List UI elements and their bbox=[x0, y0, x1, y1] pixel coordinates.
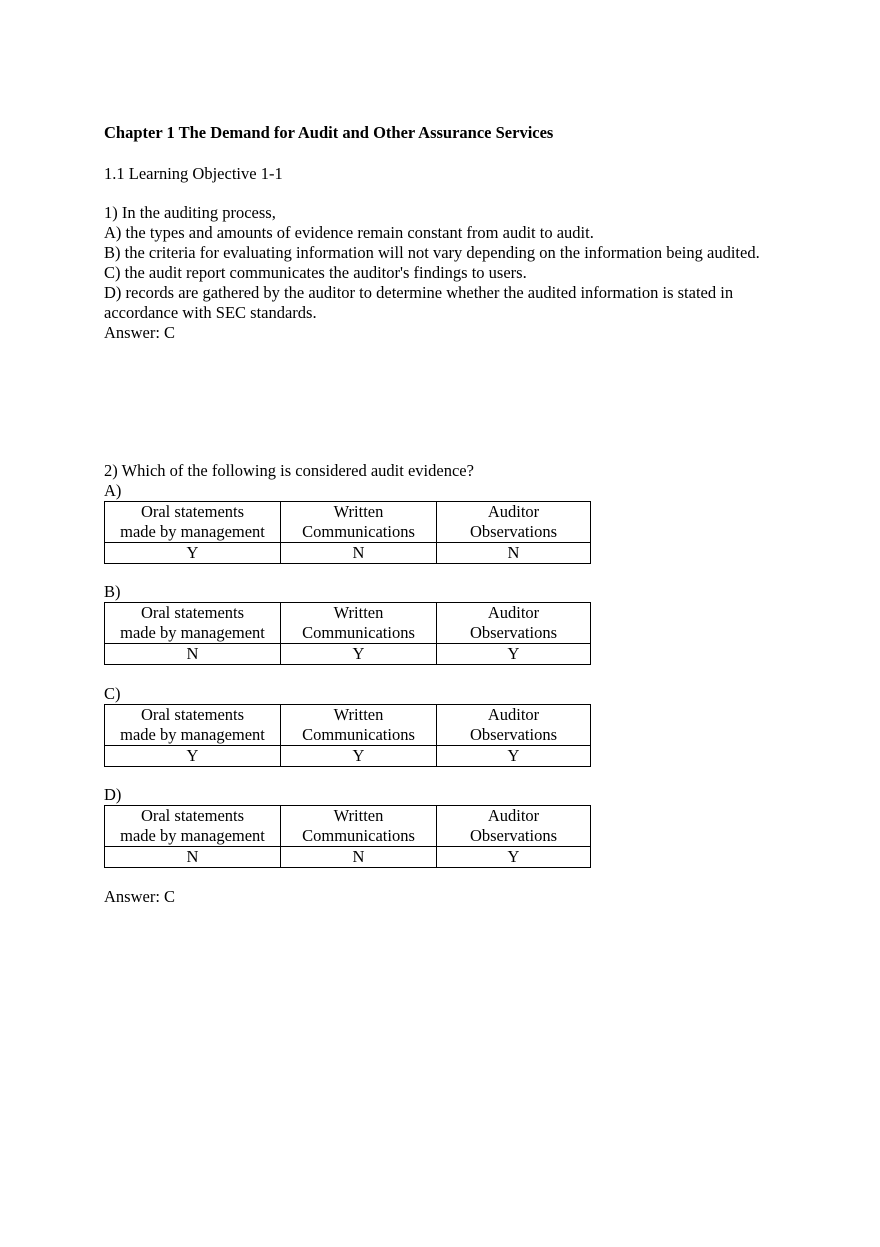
option-a-label: A) bbox=[104, 481, 122, 500]
question-1 bbox=[104, 203, 784, 343]
question-stem: 1) In the auditing process, bbox=[104, 203, 276, 222]
header-line: Auditor bbox=[487, 603, 540, 622]
header-line: Oral statements bbox=[140, 705, 245, 724]
header-line: Written bbox=[333, 502, 384, 521]
value-cell: Y bbox=[281, 746, 437, 767]
header-cell bbox=[281, 806, 437, 847]
header-line: Oral statements bbox=[140, 603, 245, 622]
value-cell: Y bbox=[437, 746, 591, 767]
header-cell bbox=[105, 502, 281, 543]
header-line: made by management bbox=[120, 725, 265, 744]
header-line: Written bbox=[333, 806, 384, 825]
value-cell: Y bbox=[437, 644, 591, 665]
header-line: made by management bbox=[120, 522, 265, 541]
header-line: Auditor bbox=[487, 502, 540, 521]
header-line: Communications bbox=[302, 725, 415, 744]
value-cell: Y bbox=[437, 847, 591, 868]
header-line: Observations bbox=[469, 623, 558, 642]
question-2-stem: 2) Which of the following is considered audit evidence? bbox=[104, 461, 474, 480]
header-line: Observations bbox=[469, 826, 558, 845]
table-header-row bbox=[105, 502, 591, 543]
value-cell: Y bbox=[281, 644, 437, 665]
option-a: A) the types and amounts of evidence remain constant from audit to audit. bbox=[104, 223, 594, 242]
option-c-label: C) bbox=[104, 684, 121, 703]
option-d-table bbox=[104, 805, 591, 868]
question-2-answer: Answer: C bbox=[104, 887, 176, 906]
option-d-label: D) bbox=[104, 785, 122, 804]
header-line: Communications bbox=[302, 623, 415, 642]
table-header-row bbox=[105, 806, 591, 847]
header-line: Oral statements bbox=[140, 806, 245, 825]
header-cell bbox=[437, 603, 591, 644]
answer: Answer: C bbox=[104, 323, 176, 342]
header-cell bbox=[105, 603, 281, 644]
header-cell bbox=[281, 603, 437, 644]
value-cell: N bbox=[105, 847, 281, 868]
header-cell bbox=[105, 705, 281, 746]
header-line: Communications bbox=[302, 826, 415, 845]
option-a-table bbox=[104, 501, 591, 564]
option-d: D) records are gathered by the auditor to determine whether the audited information is stated in accordance with SEC standards. bbox=[104, 283, 734, 322]
chapter-title: Chapter 1 The Demand for Audit and Other Assurance Services bbox=[104, 123, 554, 142]
header-cell bbox=[281, 705, 437, 746]
table-row bbox=[105, 644, 591, 665]
option-c: C) the audit report communicates the auditor's findings to users. bbox=[104, 263, 527, 282]
value-cell: N bbox=[437, 543, 591, 564]
option-b: B) the criteria for evaluating information will not vary depending on the information being audited. bbox=[104, 243, 760, 262]
table-row bbox=[105, 543, 591, 564]
header-cell bbox=[105, 806, 281, 847]
table-header-row bbox=[105, 705, 591, 746]
header-cell bbox=[437, 806, 591, 847]
option-b-label: B) bbox=[104, 582, 121, 601]
header-line: Observations bbox=[469, 725, 558, 744]
header-line: made by management bbox=[120, 826, 265, 845]
header-line: Observations bbox=[469, 522, 558, 541]
value-cell: N bbox=[281, 543, 437, 564]
table-header-row bbox=[105, 603, 591, 644]
header-cell bbox=[437, 502, 591, 543]
option-c-table bbox=[104, 704, 591, 767]
value-cell: Y bbox=[105, 746, 281, 767]
value-cell: N bbox=[105, 644, 281, 665]
header-line: made by management bbox=[120, 623, 265, 642]
header-line: Oral statements bbox=[140, 502, 245, 521]
table-row bbox=[105, 746, 591, 767]
header-line: Written bbox=[333, 603, 384, 622]
value-cell: Y bbox=[105, 543, 281, 564]
header-cell bbox=[281, 502, 437, 543]
section-heading: 1.1 Learning Objective 1-1 bbox=[104, 164, 283, 183]
table-row bbox=[105, 847, 591, 868]
option-b-table bbox=[104, 602, 591, 665]
header-cell bbox=[437, 705, 591, 746]
header-line: Communications bbox=[302, 522, 415, 541]
header-line: Auditor bbox=[487, 806, 540, 825]
header-line: Auditor bbox=[487, 705, 540, 724]
header-line: Written bbox=[333, 705, 384, 724]
value-cell: N bbox=[281, 847, 437, 868]
